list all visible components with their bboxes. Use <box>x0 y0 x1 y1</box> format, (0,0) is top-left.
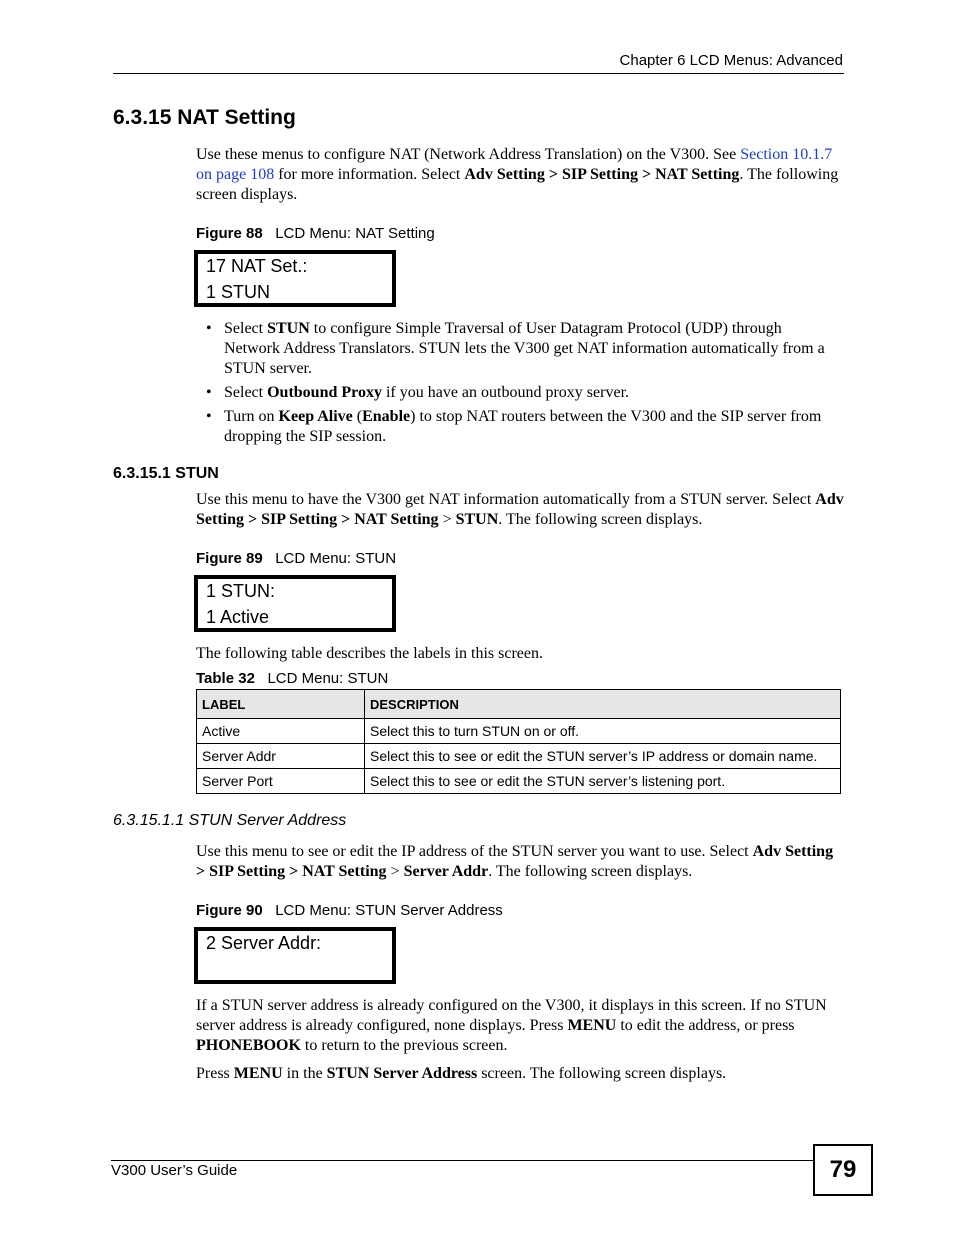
intro-text-2: for more information. Select <box>274 166 465 183</box>
header-rule <box>113 73 844 74</box>
figure-88-title: LCD Menu: NAT Setting <box>275 225 435 242</box>
lcd-line-2: 1 Active <box>206 607 270 627</box>
table-cell-label: Server Addr <box>197 744 365 769</box>
figure-89-caption <box>196 550 396 567</box>
table-row <box>197 744 841 769</box>
figure-88-caption <box>196 225 435 242</box>
stun-paragraph: Use this menu to have the V300 get NAT information automatically from a STUN server. Select Adv Setting > SIP Setting > NAT Setting > STUN. The following screen displays. <box>196 491 844 528</box>
stun-label-table <box>196 689 841 794</box>
list-item: • Turn on Keep Alive (Enable) to stop NAT routers between the V300 and the SIP server from dropping the SIP session. <box>206 407 836 447</box>
figure-90-title: LCD Menu: STUN Server Address <box>275 902 503 919</box>
table-32-label: Table 32 <box>196 670 255 687</box>
table-cell-description: Select this to see or edit the STUN server’s IP address or domain name. <box>365 744 841 769</box>
stun-server-paragraph: Use this menu to see or edit the IP address of the STUN server you want to use. Select Adv Setting > SIP Setting > NAT Setting > Server Addr. The following screen displays. <box>196 843 834 880</box>
lcd-line-2: 1 STUN <box>206 282 271 302</box>
table-intro: The following table describes the labels in this screen. <box>196 645 544 662</box>
list-item: • Select Outbound Proxy if you have an outbound proxy server. <box>206 383 836 403</box>
table-cell-label: Active <box>197 719 365 744</box>
lcd-nat-setting <box>194 250 396 307</box>
table-cell-label: Server Port <box>197 769 365 794</box>
footer-rule <box>111 1160 814 1161</box>
server-address-paragraph: If a STUN server address is already configured on the V300, it displays in this screen. If no STUN server address is already configured, none displays. Press MENU to edit the address, or press PHONEBOOK to return to the previous screen. <box>196 997 827 1054</box>
page-number: 79 <box>813 1144 873 1196</box>
section-title: 6.3.15 NAT Setting <box>113 106 296 129</box>
figure-90-caption <box>196 902 503 919</box>
press-menu-paragraph: Press MENU in the STUN Server Address screen. The following screen displays. <box>196 1065 727 1082</box>
lcd-line-1: 2 Server Addr: <box>206 933 322 953</box>
option-list <box>206 319 836 451</box>
column-header-description: DESCRIPTION <box>365 690 841 719</box>
intro-paragraph <box>196 145 844 205</box>
chapter-header: Chapter 6 LCD Menus: Advanced <box>619 52 843 69</box>
table-cell-description: Select this to turn STUN on or off. <box>365 719 841 744</box>
intro-text-3: . The following screen displays. <box>196 166 839 203</box>
figure-89-title: LCD Menu: STUN <box>275 550 397 567</box>
section-link[interactable]: Section 10.1.7 on page 108 <box>196 146 833 183</box>
stun-section-title: 6.3.15.1 STUN <box>113 465 219 482</box>
lcd-server-addr <box>194 927 396 984</box>
lcd-line-1: 17 NAT Set.: <box>206 256 308 276</box>
table-header-row <box>197 690 841 719</box>
figure-89-label: Figure 89 <box>196 550 263 567</box>
lcd-stun <box>194 575 396 632</box>
figure-90-label: Figure 90 <box>196 902 263 919</box>
table-32-title: LCD Menu: STUN <box>267 670 389 687</box>
table-row <box>197 769 841 794</box>
column-header-label: LABEL <box>197 690 365 719</box>
table-32-caption <box>196 670 388 687</box>
table-cell-description: Select this to see or edit the STUN server’s listening port. <box>365 769 841 794</box>
lcd-line-1: 1 STUN: <box>206 581 276 601</box>
intro-text: Use these menus to configure NAT (Network Address Translation) on the V300. See <box>196 146 741 163</box>
list-item: • Select STUN to configure Simple Traversal of User Datagram Protocol (UDP) through Network Address Translators. STUN lets the V300 get NAT information automatically from a STUN server. <box>206 319 836 379</box>
footer-guide-title: V300 User’s Guide <box>111 1162 238 1179</box>
figure-88-label: Figure 88 <box>196 225 263 242</box>
stun-server-section-title: 6.3.15.1.1 STUN Server Address <box>113 812 347 829</box>
intro-menu-path: Adv Setting > SIP Setting > NAT Setting <box>464 166 740 183</box>
table-row <box>197 719 841 744</box>
